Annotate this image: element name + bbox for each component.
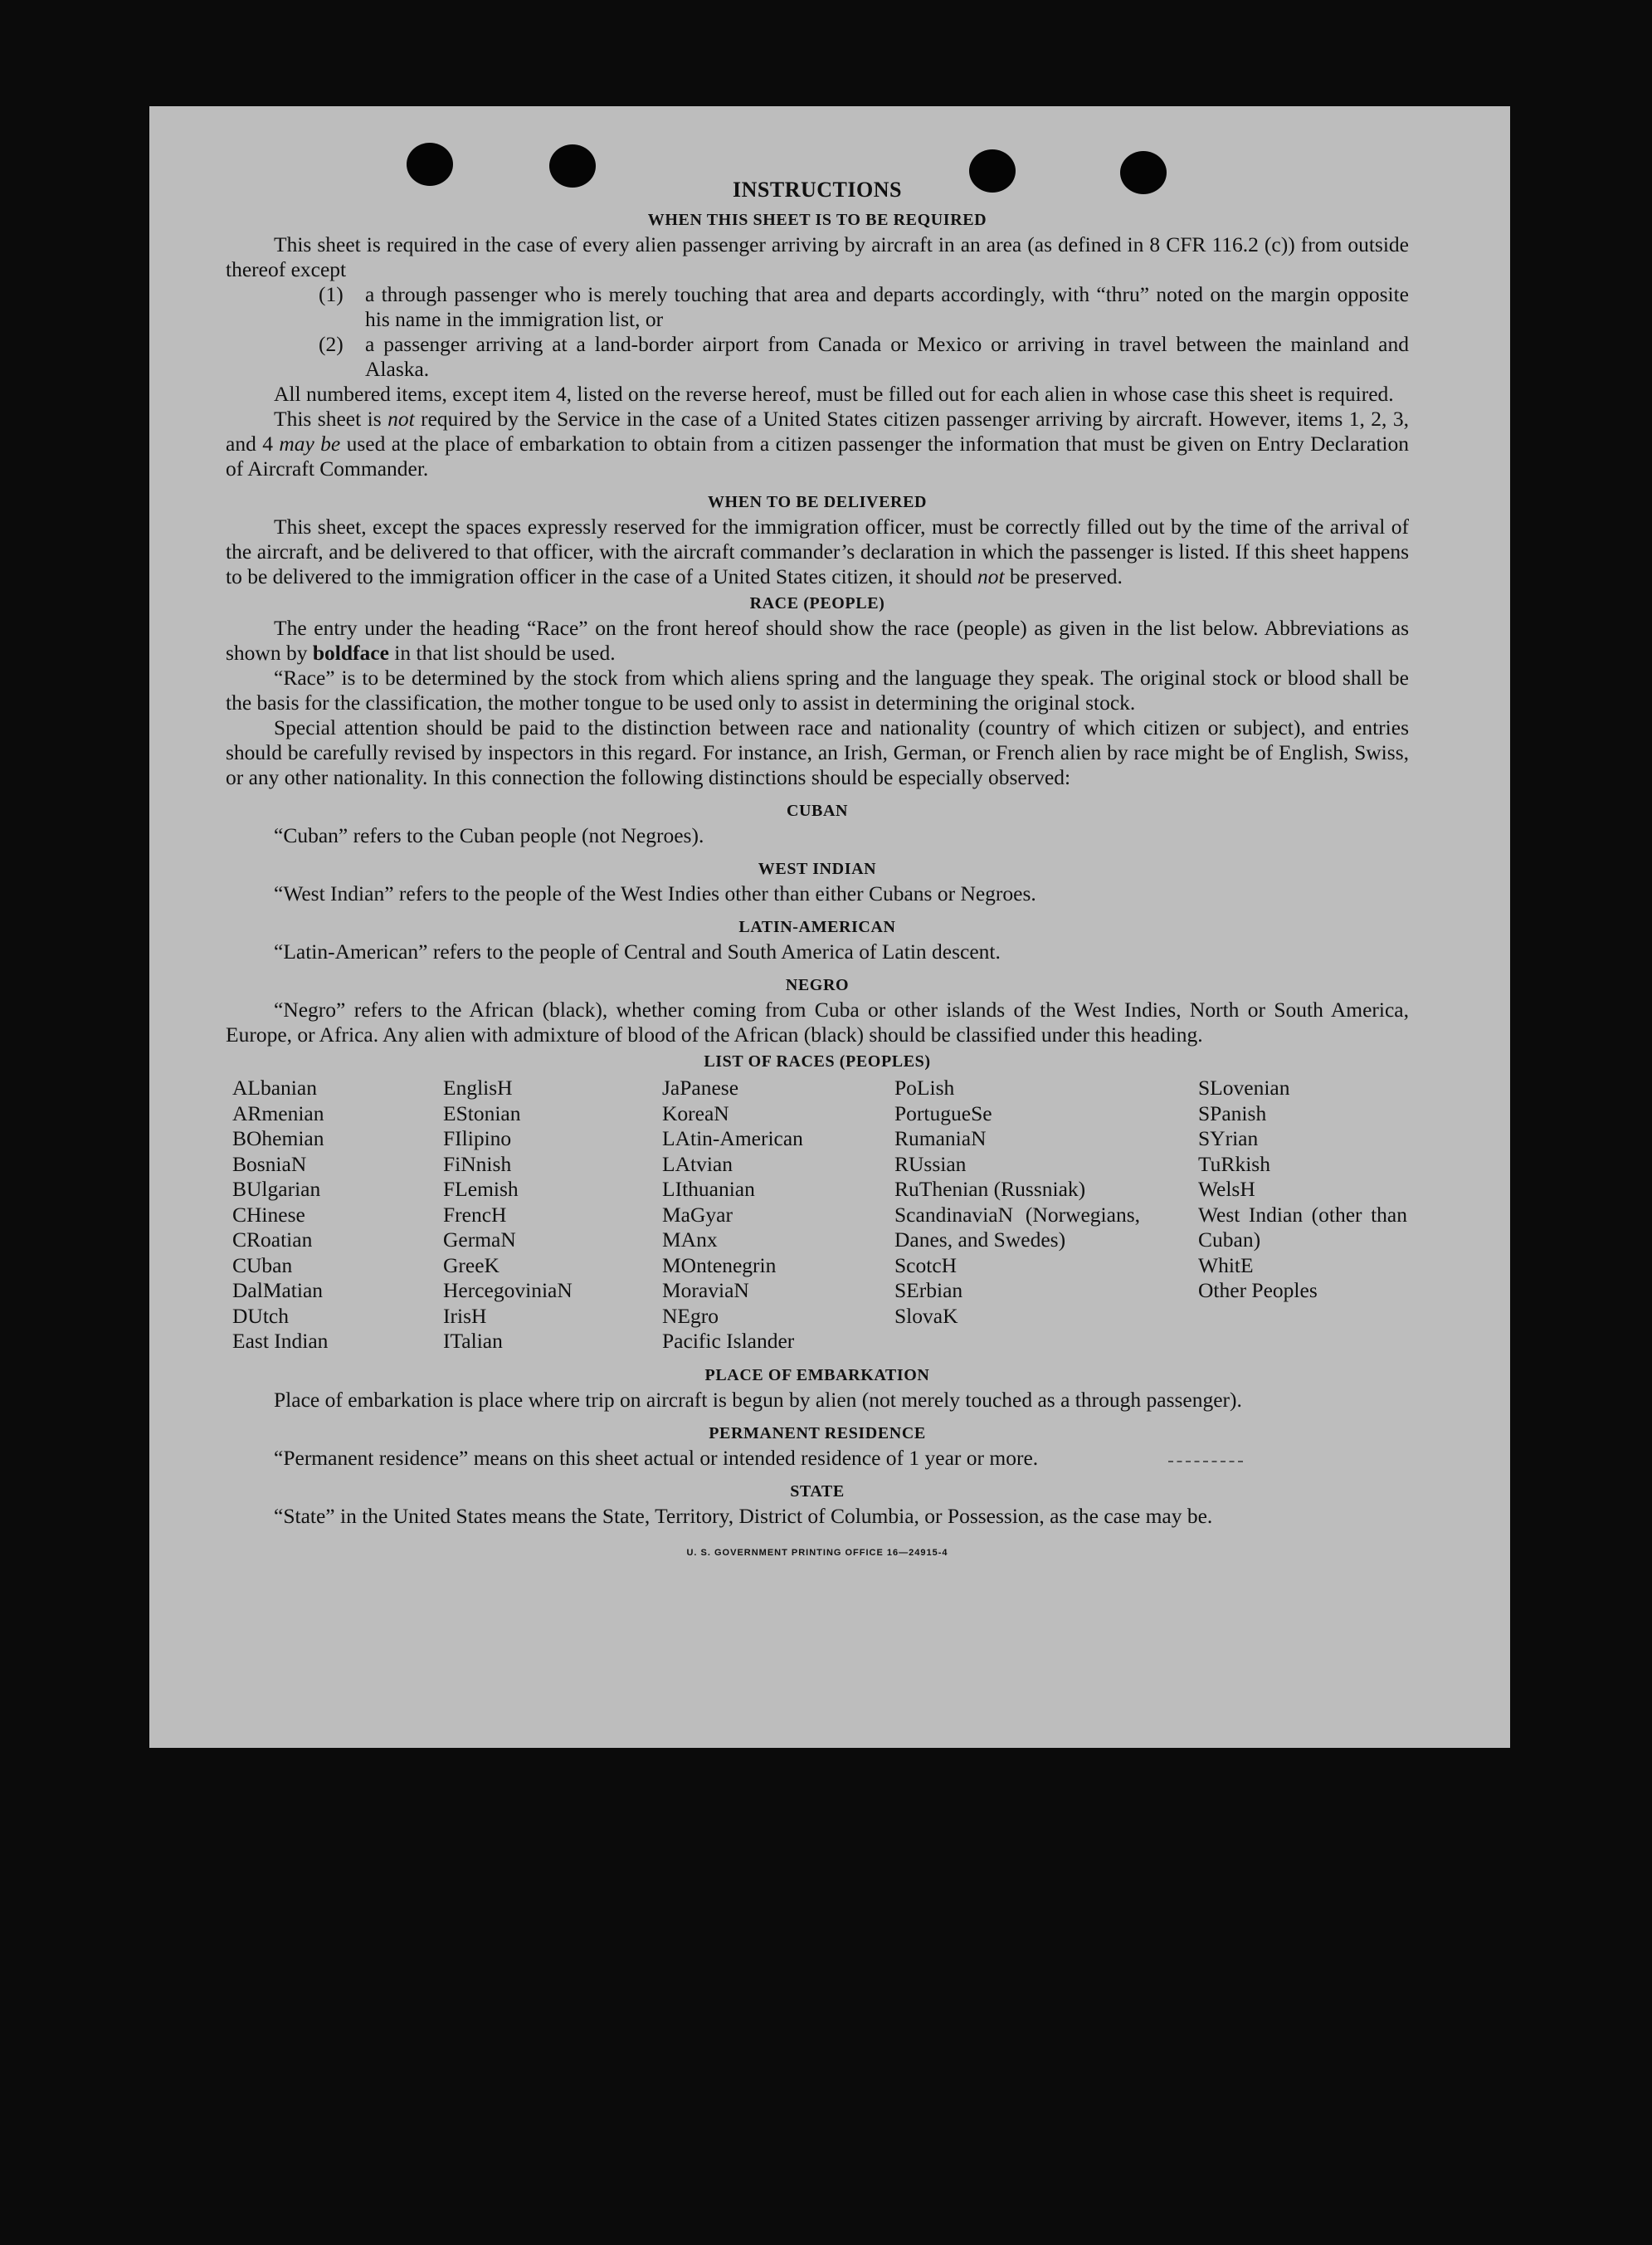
race-item: ITalian [443, 1329, 503, 1353]
punch-hole [1120, 151, 1167, 194]
race-item: LAtvian [662, 1151, 733, 1176]
section-heading: LIST OF RACES (PEOPLES) [704, 1052, 931, 1071]
paragraph: “Negro” refers to the African (black), whether coming from Cuba or other islands of the West Indies, North or South America, Europe, or Africa. Any alien with admixture of blood of the African (black) should be classified under this heading. [226, 998, 1409, 1047]
numbered-item [226, 332, 1409, 382]
item-number: (2) [319, 332, 344, 356]
race-item: WelsH [1198, 1177, 1255, 1201]
paragraph: All numbered items, except item 4, listed on the reverse hereof, must be filled out for each alien in whose case this sheet is required. [274, 382, 1394, 406]
race-item: MoraviaN [662, 1278, 749, 1302]
section-heading: WHEN TO BE DELIVERED [707, 493, 928, 511]
race-list [226, 1076, 1409, 1354]
race-item: NEgro [662, 1303, 719, 1328]
paragraph: “Latin-American” refers to the people of Central and South America of Latin descent. [274, 939, 1001, 964]
text-run: required by the Service in the case of a United States citizen passenger arriving by aircraft. However, items 1, 2, 3, and 4 [226, 407, 1409, 456]
section-heading: WEST INDIAN [758, 860, 877, 878]
race-item: KoreaN [662, 1101, 729, 1125]
race-column [894, 1076, 1198, 1354]
race-item: ScotcH [894, 1252, 958, 1277]
text-run: The entry under the heading “Race” on the front hereof should show the race (people) as given in the list below. Abbreviations as shown by [226, 616, 1409, 665]
race-item: FiNnish [443, 1151, 512, 1176]
numbered-item [226, 282, 1409, 332]
bold-text: boldface [312, 641, 389, 665]
race-item: MOntenegrin [662, 1252, 777, 1277]
paragraph [226, 407, 1409, 481]
paragraph: “West Indian” refers to the people of the West Indies other than either Cubans or Negroes. [274, 881, 1036, 905]
paragraph: This sheet is required in the case of every alien passenger arriving by aircraft in an area (as defined in 8 CFR 116.2 (c)) from outside thereof except [226, 232, 1409, 281]
italic-text: not [387, 407, 415, 431]
race-item: SPanish [1198, 1101, 1267, 1125]
race-column [226, 1076, 443, 1354]
punch-hole [549, 144, 596, 188]
race-item: PoLish [894, 1076, 955, 1100]
item-text: a passenger arriving at a land-border airport from Canada or Mexico or arriving in travel between the mainland and Alaska. [365, 332, 1409, 381]
dash-rule [1168, 1461, 1243, 1462]
race-item: EStonian [443, 1101, 521, 1125]
section-heading: PERMANENT RESIDENCE [709, 1423, 926, 1442]
paragraph: “Permanent residence” means on this sheet actual or intended residence of 1 year or more. [274, 1445, 1039, 1470]
race-item: BUlgarian [232, 1177, 321, 1201]
item-number: (1) [319, 282, 344, 306]
race-item: SLovenian [1198, 1076, 1290, 1100]
text-run: be preserved. [1004, 564, 1123, 588]
paragraph: “Cuban” refers to the Cuban people (not Negroes). [274, 823, 704, 847]
race-item: CUban [232, 1252, 293, 1277]
race-item: SlovaK [894, 1303, 958, 1328]
printer-imprint: U. S. GOVERNMENT PRINTING OFFICE 16—24915-4 [686, 1547, 948, 1558]
race-item: SErbian [894, 1278, 963, 1302]
race-item: RUssian [894, 1151, 967, 1176]
paragraph: “State” in the United States means the State, Territory, District of Columbia, or Possession, as the case may be. [274, 1503, 1213, 1528]
section-heading: LATIN-AMERICAN [738, 918, 896, 936]
item-text: a through passenger who is merely touching that area and departs accordingly, with “thru” noted on the margin opposite his name in the immigration list, or [365, 282, 1409, 331]
race-item: BOhemian [232, 1126, 324, 1150]
document-sheet [149, 106, 1510, 1748]
race-item: Other Peoples [1198, 1278, 1318, 1302]
race-item: EnglisH [443, 1076, 513, 1100]
race-item: ScandinaviaN (Norwegians, Danes, and Swedes) [894, 1202, 1140, 1252]
race-item: West Indian (other than Cuban) [1198, 1202, 1407, 1252]
race-item: FrencH [443, 1202, 507, 1227]
race-item: DalMatian [232, 1278, 324, 1302]
race-item: CHinese [232, 1202, 305, 1227]
text-run: in that list should be used. [388, 641, 616, 665]
race-item: LIthuanian [662, 1177, 755, 1201]
race-item: JaPanese [662, 1076, 739, 1100]
paragraph [226, 515, 1409, 589]
race-item: MaGyar [662, 1202, 733, 1227]
section-heading: CUBAN [786, 802, 849, 820]
race-item: East Indian [232, 1329, 329, 1353]
race-item: BosniaN [232, 1151, 307, 1176]
paragraph: Special attention should be paid to the distinction between race and nationality (country of which citizen or subject), and entries should be carefully revised by inspectors in this regard. For instance, an Irish, German, or French alien by race might be of English, Swiss, or any other nationality. In this connection the following distinctions should be especially observed: [226, 715, 1409, 789]
text-run: This sheet, except the spaces expressly reserved for the immigration officer, must be correctly filled out by the time of the arrival of the aircraft, and be delivered to that officer, with the aircraft commander’s declaration in which the passenger is listed. If this sheet happens to be delivered to the immigration officer in the case of a United States citizen, it should [226, 515, 1409, 588]
race-item: Pacific Islander [662, 1329, 795, 1353]
race-item: RuThenian (Russniak) [894, 1177, 1086, 1201]
race-item: CRoatian [232, 1227, 313, 1252]
race-item: LAtin-American [662, 1126, 803, 1150]
paragraph [226, 616, 1409, 666]
text-run: used at the place of embarkation to obtain from a citizen passenger the information that must be given on Entry Declaration of Aircraft Commander. [226, 432, 1410, 481]
punch-hole [407, 143, 453, 186]
text-run: This sheet is [274, 407, 388, 431]
race-item: IrisH [443, 1303, 487, 1328]
section-heading: RACE (PEOPLE) [749, 594, 885, 612]
race-item: TuRkish [1198, 1151, 1270, 1176]
section-heading: NEGRO [785, 976, 850, 994]
race-item: DUtch [232, 1303, 289, 1328]
race-item: SYrian [1198, 1126, 1259, 1150]
race-item: GreeK [443, 1252, 499, 1277]
race-item: MAnx [662, 1227, 718, 1252]
section-heading: STATE [790, 1481, 845, 1501]
race-item: FIlipino [443, 1126, 512, 1150]
race-item: PortugueSe [894, 1101, 992, 1125]
race-item: FLemish [443, 1177, 519, 1201]
race-column [1198, 1076, 1407, 1354]
paragraph: “Race” is to be determined by the stock from which aliens spring and the language they speak. The original stock or blood shall be the basis for the classification, the mother tongue to be used only to assist in determining the original stock. [226, 666, 1409, 715]
race-item: RumaniaN [894, 1126, 987, 1150]
instructions-body [226, 178, 1409, 1565]
page-title: INSTRUCTIONS [733, 178, 902, 202]
race-item: WhitE [1198, 1252, 1254, 1277]
paragraph: Place of embarkation is place where trip on aircraft is begun by alien (not merely touched as a through passenger). [274, 1387, 1242, 1412]
race-column [443, 1076, 662, 1354]
race-item: HercegoviniaN [443, 1278, 573, 1302]
race-item: ARmenian [232, 1101, 324, 1125]
italic-text: may be [279, 432, 341, 456]
section-heading: WHEN THIS SHEET IS TO BE REQUIRED [647, 211, 987, 229]
punch-hole [969, 149, 1016, 193]
race-item: ALbanian [232, 1076, 317, 1100]
race-column [662, 1076, 894, 1354]
section-heading: PLACE OF EMBARKATION [704, 1365, 930, 1384]
italic-text: not [977, 564, 1005, 588]
race-item: GermaN [443, 1227, 516, 1252]
